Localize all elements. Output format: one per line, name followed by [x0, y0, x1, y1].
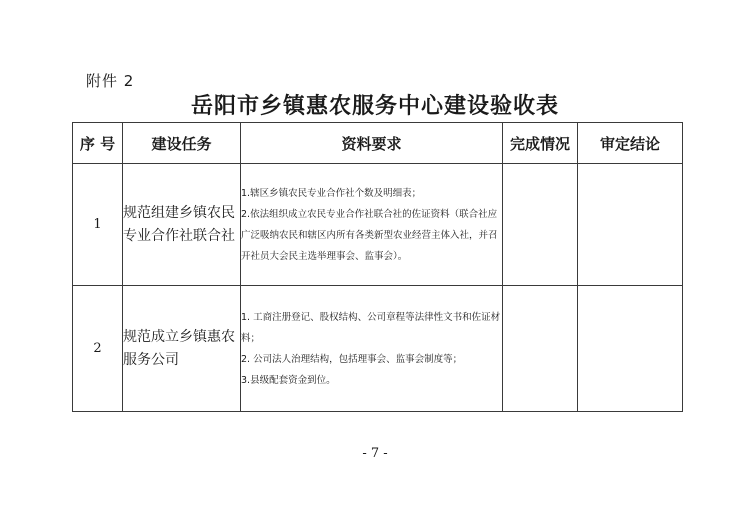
row-task: 规范组建乡镇农民专业合作社联合社: [123, 164, 241, 286]
requirement-item: 1.辖区乡镇农民专业合作社个数及明细表；: [241, 187, 422, 199]
header-requirements: 资料要求: [241, 123, 503, 164]
header-task: 建设任务: [123, 123, 241, 164]
row-conclusion-cell: [578, 164, 683, 286]
header-conclusion: 审定结论: [578, 123, 683, 164]
header-status: 完成情况: [503, 123, 578, 164]
acceptance-table: [72, 122, 683, 412]
requirement-item: 3.县级配套资金到位。: [241, 374, 336, 386]
requirement-item: 2.依法组织成立农民专业合作社联合社的佐证资料（联合社应广泛吸纳农民和辖区内所有各类新型农业经营主体入社，并召开社员大会民主选举理事会、监事会）。: [241, 208, 498, 262]
row-seq: 1: [73, 164, 123, 286]
row-seq: 2: [73, 286, 123, 412]
page-title: 岳阳市乡镇惠农服务中心建设验收表: [190, 94, 559, 119]
row-requirements: [241, 164, 503, 286]
row-requirements: [241, 286, 503, 412]
table-row: [73, 286, 683, 412]
header-seq: 序 号: [73, 123, 123, 164]
row-conclusion-cell: [578, 286, 683, 412]
page-number: - 7 -: [362, 446, 388, 461]
table-row: [73, 164, 683, 286]
row-task: 规范成立乡镇惠农服务公司: [123, 286, 241, 412]
attachment-label: 附件 2: [86, 72, 135, 90]
table-header-row: [73, 123, 683, 164]
row-status-cell: [503, 164, 578, 286]
row-status-cell: [503, 286, 578, 412]
requirement-item: 1. 工商注册登记、股权结构、公司章程等法律性文书和佐证材料；: [241, 311, 501, 344]
requirement-item: 2. 公司法人治理结构，包括理事会、监事会制度等；: [241, 353, 463, 365]
